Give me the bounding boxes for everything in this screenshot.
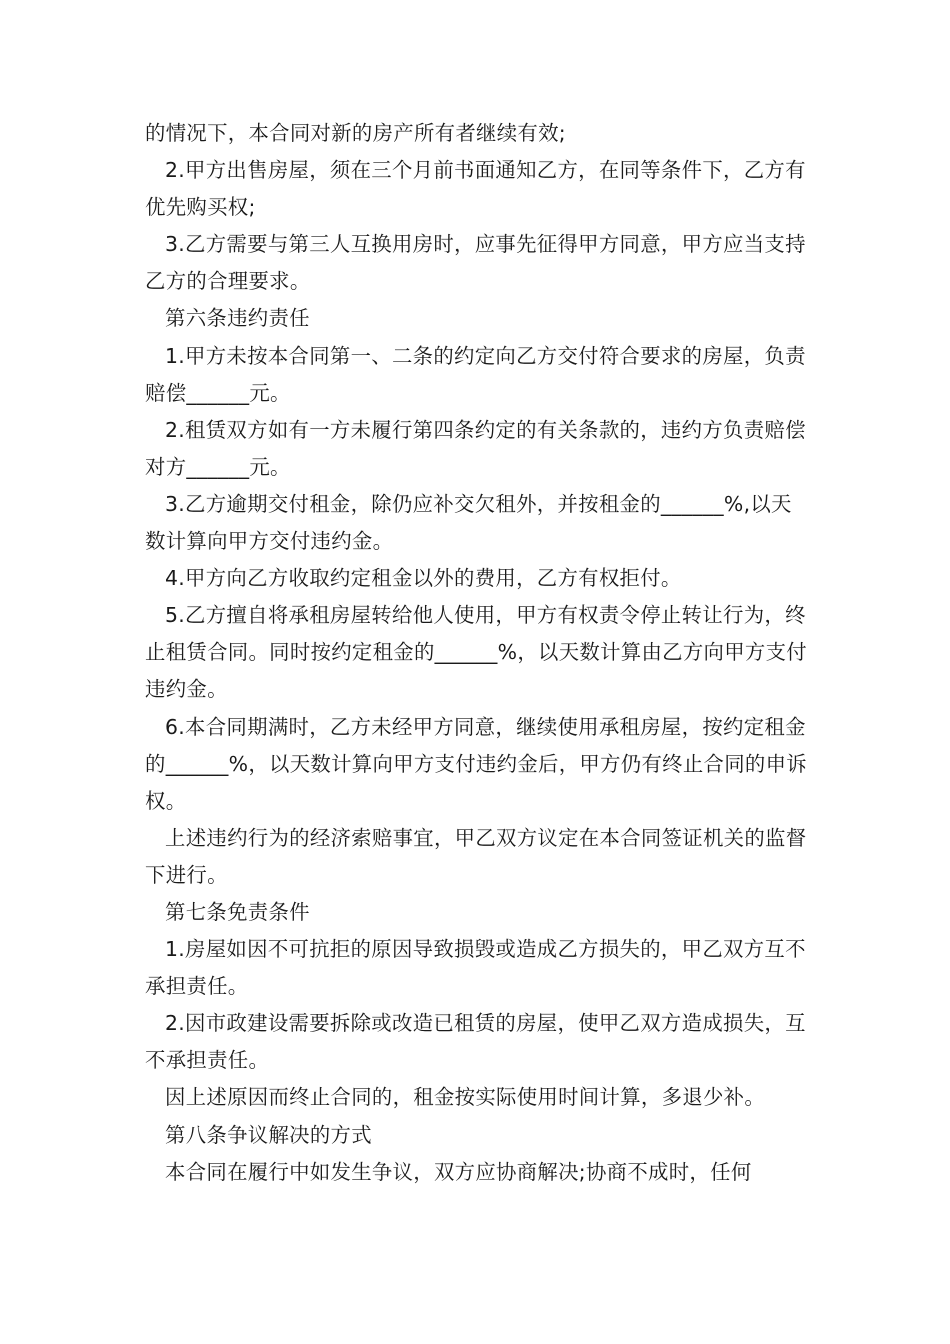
clause-6-1: 1.甲方未按本合同第一、二条的约定向乙方交付符合要求的房屋，负责赔偿______元。 (145, 343, 806, 405)
clause-7-1: 1.房屋如因不可抗拒的原因导致损毁或造成乙方损失的，甲乙双方互不承担责任。 (145, 937, 806, 999)
heading-article-6: 第六条违约责任 (165, 306, 310, 331)
clause-7-2: 2.因市政建设需要拆除或改造已租赁的房屋，使甲乙双方造成损失，互不承担责任。 (145, 1011, 806, 1073)
clause-6-5: 5.乙方擅自将承租房屋转给他人使用，甲方有权责令停止转让行为，终止租赁合同。同时按约定租金的______%，以天数计算由乙方向甲方支付违约金。 (145, 603, 807, 702)
clause-6-2: 2.租赁双方如有一方未履行第四条约定的有关条款的，违约方负责赔偿对方______元。 (145, 417, 806, 479)
clause-6-6: 6.本合同期满时，乙方未经甲方同意，继续使用承租房屋，按约定租金的______%，以天数计算向甲方支付违约金后，甲方仍有终止合同的申诉权。 (145, 714, 807, 813)
clause-6-supervision: 上述违约行为的经济索赔事宜，甲乙双方议定在本合同签证机关的监督下进行。 (145, 825, 807, 887)
clause-5-2-sale-notice: 2.甲方出售房屋，须在三个月前书面通知乙方，在同等条件下，乙方有优先购买权; (145, 158, 806, 220)
clause-6-4: 4.甲方向乙方收取约定租金以外的费用，乙方有权拒付。 (165, 566, 682, 591)
heading-article-8: 第八条争议解决的方式 (165, 1122, 372, 1147)
heading-article-7: 第七条免责条件 (165, 899, 310, 924)
clause-8-dispute: 本合同在履行中如发生争议，双方应协商解决;协商不成时，任何 (165, 1159, 752, 1184)
paragraph-continuation: 的情况下，本合同对新的房产所有者继续有效; (145, 121, 566, 145)
clause-6-3: 3.乙方逾期交付租金，除仍应补交欠租外，并按租金的______%,以天数计算向甲方交付违约金。 (145, 491, 792, 554)
contract-text-body (145, 115, 810, 1191)
clause-7-termination: 因上述原因而终止合同的，租金按实际使用时间计算，多退少补。 (165, 1085, 766, 1110)
clause-5-3-exchange-housing: 3.乙方需要与第三人互换用房时，应事先征得甲方同意，甲方应当支持乙方的合理要求。 (145, 232, 806, 294)
